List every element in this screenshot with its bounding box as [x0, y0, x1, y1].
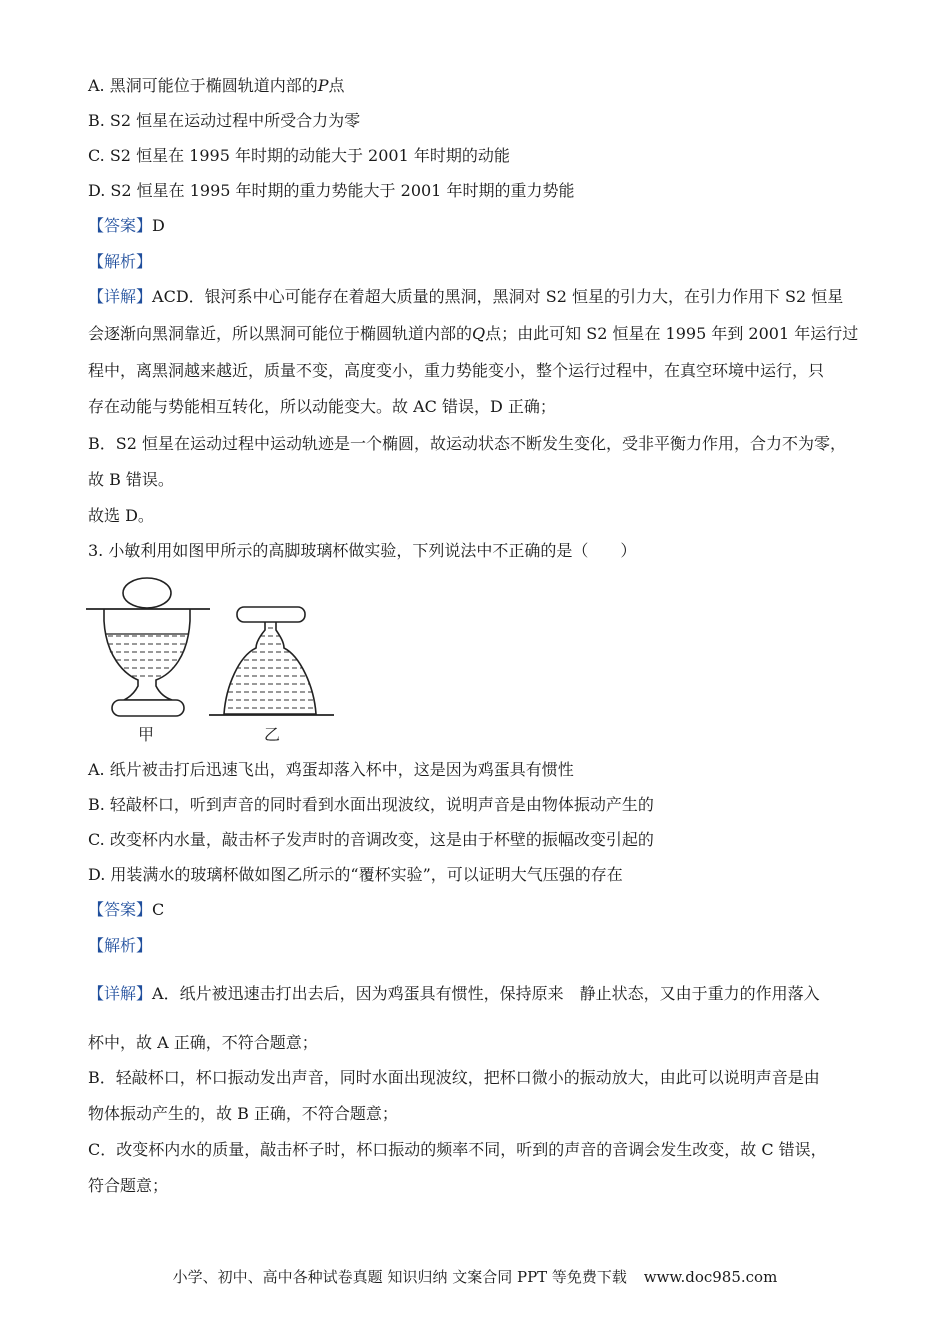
q2-detail-line: 故 B 错误。	[88, 470, 174, 489]
q3-detail-line: 物体振动产生的，故 B 正确，不符合题意；	[88, 1104, 398, 1123]
inverted-base	[237, 607, 305, 622]
label-jia: 甲	[137, 725, 155, 744]
q3-detail-line: C．改变杯内水的质量，敲击杯子时，杯口振动的频率不同，听到的声音的音调会发生改变，故 C 错误，	[88, 1140, 827, 1159]
inverted-bowl	[224, 622, 316, 714]
q2-answer: 【答案】D	[88, 216, 165, 235]
detail-tag: 【详解】	[88, 287, 153, 306]
q3-option-b: B. 轻敲杯口，听到声音的同时看到水面出现波纹，说明声音是由物体振动产生的	[88, 795, 654, 814]
q2-detail-line: 存在动能与势能相互转化，所以动能变大。故 AC 错误，D 正确；	[88, 397, 556, 416]
q2-option-b: B. S2 恒星在运动过程中所受合力为零	[88, 111, 361, 130]
q2-detail-line: 程中，离黑洞越来越近，质量不变，高度变小，重力势能变小，整个运行过程中，在真空环境中运行，只	[88, 361, 825, 380]
variable-p: P	[317, 76, 329, 95]
footer-link[interactable]: www.doc985.com	[643, 1268, 778, 1286]
answer-tag: 【答案】	[88, 900, 153, 919]
q3-stem: 3. 小敏利用如图甲所示的高脚玻璃杯做实验，下列说法中不正确的是（ ）	[88, 541, 637, 560]
q3-option-d: D. 用装满水的玻璃杯做如图乙所示的“覆杯实验”，可以证明大气压强的存在	[88, 865, 623, 884]
q2-detail-line: B．S2 恒星在运动过程中运动轨迹是一个椭圆，故运动状态不断发生变化，受非平衡力作用，合力不为零，	[88, 434, 846, 453]
footer-text: 小学、初中、高中各种试卷真题 知识归纳 文案合同 PPT 等免费下载	[172, 1268, 627, 1286]
variable-q: Q	[472, 324, 486, 343]
q3-answer: 【答案】C	[88, 900, 165, 919]
goblet-figure	[84, 576, 344, 748]
q3-detail-line: 【详解】A．纸片被迅速击打出去后，因为鸡蛋具有惯性，保持原来 静止状态，又由于重力的作用落入	[88, 984, 820, 1003]
goblet-base	[112, 700, 184, 716]
answer-tag: 【答案】	[88, 216, 153, 235]
q3-detail-line: B．轻敲杯口，杯口振动发出声音，同时水面出现波纹，把杯口微小的振动放大，由此可以说明声音是由	[88, 1068, 820, 1087]
q2-option-a: A. 黑洞可能位于椭圆轨道内部的P点	[88, 76, 345, 95]
goblet-yi	[209, 607, 334, 715]
q3-analysis-tag: 【解析】	[88, 936, 153, 955]
q2-detail-line: 故选 D。	[88, 506, 154, 525]
q3-option-a: A. 纸片被击打后迅速飞出，鸡蛋却落入杯中，这是因为鸡蛋具有惯性	[88, 760, 574, 779]
detail-tag: 【详解】	[88, 984, 153, 1003]
egg	[123, 578, 171, 608]
q3-detail-line: 符合题意；	[88, 1176, 169, 1195]
q2-analysis-tag: 【解析】	[88, 252, 153, 271]
q3-option-c: C. 改变杯内水量，敲击杯子发声时的音调改变，这是由于杯壁的振幅改变引起的	[88, 830, 654, 849]
goblet-jia	[86, 578, 210, 716]
q2-detail-line: 会逐渐向黑洞靠近，所以黑洞可能位于椭圆轨道内部的Q点；由此可知 S2 恒星在 1995 年到 2001 年运行过	[88, 324, 859, 343]
page-footer	[0, 1266, 950, 1287]
q2-option-c: C. S2 恒星在 1995 年时期的动能大于 2001 年时期的动能	[88, 146, 510, 165]
q2-option-d: D. S2 恒星在 1995 年时期的重力势能大于 2001 年时期的重力势能	[88, 181, 575, 200]
water	[105, 634, 189, 679]
q2-detail-line: 【详解】ACD．银河系中心可能存在着超大质量的黑洞，黑洞对 S2 恒星的引力大，在引力作用下 S2 恒星	[88, 287, 844, 306]
label-yi: 乙	[263, 725, 281, 744]
q3-detail-line: 杯中，故 A 正确，不符合题意；	[88, 1033, 318, 1052]
